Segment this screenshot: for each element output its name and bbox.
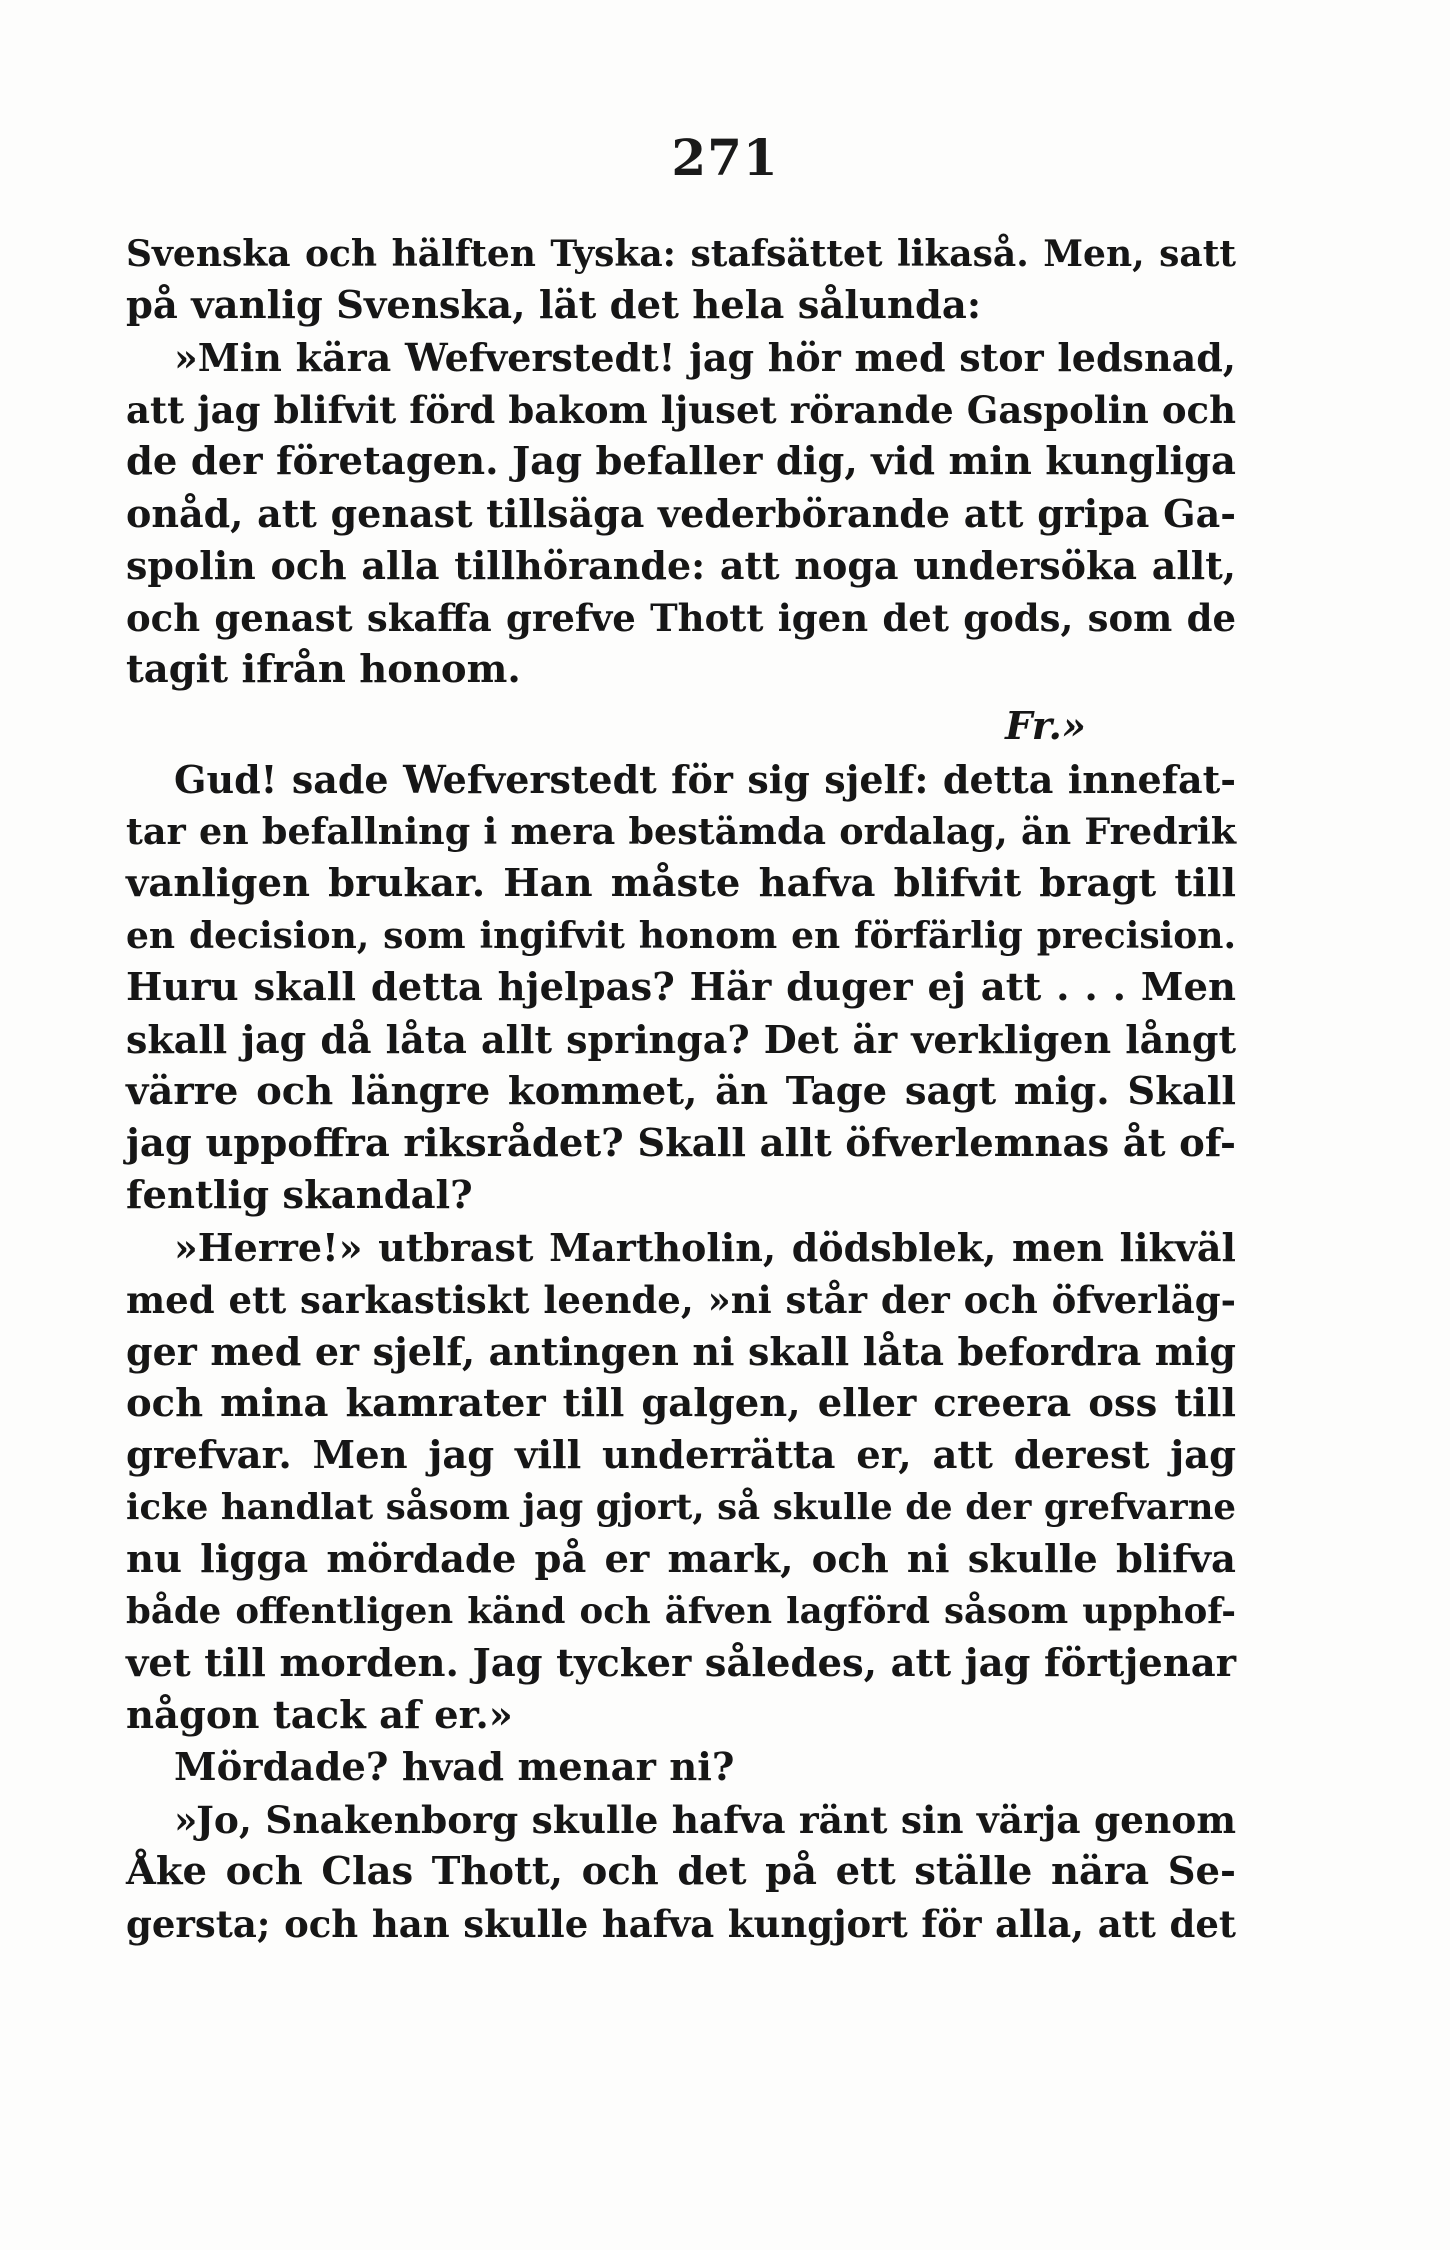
text-line: nu ligga mördade på er mark, och ni skulle blifva	[126, 1537, 1236, 1582]
text-line: med ett sarkastiskt leende, »ni står der och öfverläg-	[126, 1278, 1236, 1322]
text-line: ger med er sjelf, antingen ni skall låta befordra mig	[126, 1329, 1236, 1374]
text-line: Gud! sade Wefverstedt för sig sjelf: detta innefat-	[174, 757, 1236, 802]
text-line: grefvar. Men jag vill underrätta er, att derest jag	[126, 1433, 1236, 1478]
text-line: Mördade? hvad menar ni?	[174, 1745, 735, 1790]
text-line: onåd, att genast tillsäga vederbörande att gripa Ga-	[126, 491, 1236, 536]
letter-signature: Fr.»	[1005, 704, 1086, 749]
body-text	[126, 228, 1236, 1950]
text-line: värre och längre kommet, än Tage sagt mig. Skall	[126, 1069, 1236, 1114]
text-line: på vanlig Svenska, lät det hela sålunda:	[126, 283, 982, 328]
text-line: Svenska och hälften Tyska: stafsättet likaså. Men, satt	[126, 233, 1236, 275]
text-line: skall jag då låta allt springa? Det är verkligen långt	[126, 1017, 1236, 1062]
text-line: icke handlat såsom jag gjort, så skulle de der grefvarne	[126, 1487, 1236, 1528]
text-line: Åke och Clas Thott, och det på ett ställe nära Se-	[126, 1849, 1236, 1894]
text-line: »Min kära Wefverstedt! jag hör med stor ledsnad,	[174, 335, 1236, 380]
text-line: tar en befallning i mera bestämda ordalag, än Fredrik	[126, 810, 1236, 853]
page-number: 271	[671, 128, 779, 187]
text-line: fentlig skandal?	[126, 1173, 473, 1218]
text-line: tagit ifrån honom.	[126, 647, 521, 692]
text-line: en decision, som ingifvit honom en förfärlig precision.	[126, 915, 1236, 957]
text-line: jag uppoffra riksrådet? Skall allt öfverlemnas åt of-	[126, 1121, 1236, 1166]
text-line: vet till morden. Jag tycker således, att jag förtjenar	[126, 1641, 1236, 1686]
text-line: att jag blifvit förd bakom ljuset rörande Gaspolin och	[126, 388, 1236, 432]
text-line: och genast skaffa grefve Thott igen det gods, som de	[126, 596, 1236, 640]
text-line: vanligen brukar. Han måste hafva blifvit bragt till	[126, 861, 1236, 906]
text-line: spolin och alla tillhörande: att noga undersöka allt,	[126, 543, 1236, 588]
text-line: och mina kamrater till galgen, eller creera oss till	[126, 1381, 1236, 1426]
text-line: »Jo, Snakenborg skulle hafva ränt sin värja genom	[174, 1798, 1236, 1842]
text-line: de der företagen. Jag befaller dig, vid min kungliga	[126, 439, 1236, 484]
text-line: någon tack af er.»	[126, 1693, 513, 1738]
text-line: »Herre!» utbrast Martholin, dödsblek, men likväl	[174, 1225, 1236, 1270]
text-line: gersta; och han skulle hafva kungjort för alla, att det	[126, 1902, 1236, 1946]
text-line: Huru skall detta hjelpas? Här duger ej att . . . Men	[126, 965, 1236, 1010]
text-line: både offentligen känd och äfven lagförd såsom upphof-	[126, 1591, 1236, 1632]
